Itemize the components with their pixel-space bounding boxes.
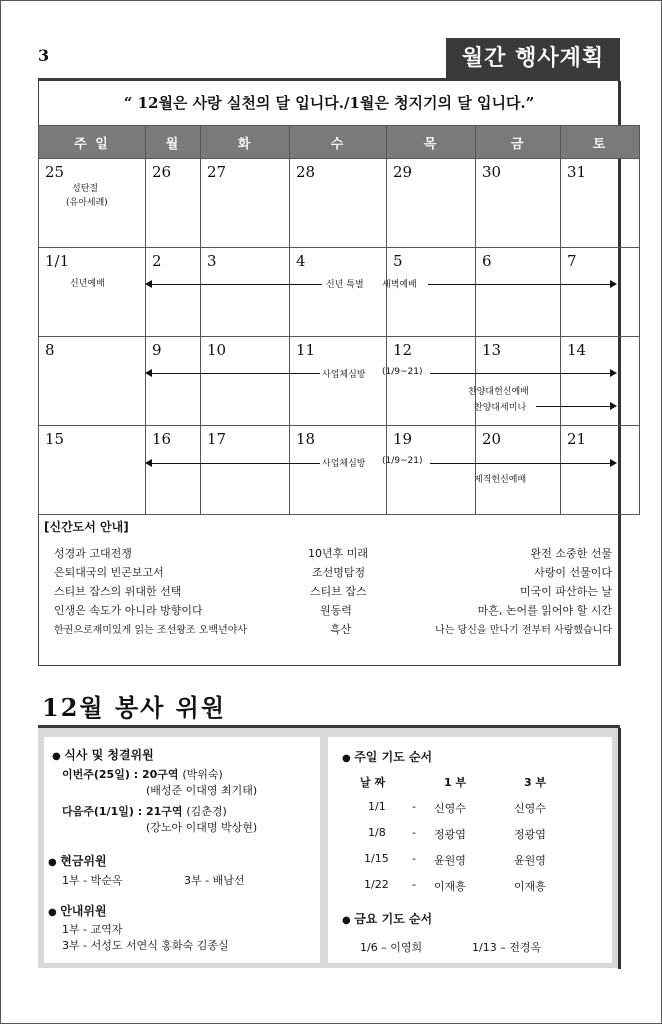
meal-this-week-members: (배성준 이대영 최기태) bbox=[146, 784, 258, 797]
event-business-visit: 사업체심방 bbox=[322, 459, 366, 469]
bullet-icon: ● bbox=[48, 857, 61, 868]
week-row bbox=[39, 426, 640, 515]
arrow-right-head bbox=[610, 280, 617, 288]
day-number: 6 bbox=[482, 252, 492, 270]
day-number: 28 bbox=[296, 163, 316, 181]
arrow-line bbox=[430, 463, 610, 464]
meal-next-week-members: (강노아 이대명 박상현) bbox=[146, 821, 258, 834]
day-cell bbox=[561, 337, 640, 426]
day-number: 14 bbox=[567, 341, 587, 359]
right-panel bbox=[328, 737, 612, 963]
day-cell bbox=[561, 248, 640, 337]
day-cell bbox=[201, 426, 290, 515]
sunday-prayer-heading bbox=[342, 748, 432, 765]
day-number: 30 bbox=[482, 163, 502, 181]
prayer-row-dash: - bbox=[412, 800, 416, 813]
arrow-right-head bbox=[610, 459, 617, 467]
prayer-row-third: 이재흥 bbox=[514, 880, 546, 893]
day-number: 3 bbox=[207, 252, 217, 270]
day-number: 25 bbox=[45, 163, 65, 181]
day-cell bbox=[387, 159, 476, 248]
day-number: 31 bbox=[567, 163, 587, 181]
day-cell bbox=[290, 337, 387, 426]
day-cell bbox=[146, 337, 201, 426]
weekday-header-row bbox=[39, 126, 640, 159]
prayer-row-date: 1/15 bbox=[364, 852, 389, 865]
book-item: 마흔, 논어를 읽어야 할 시간 bbox=[477, 604, 612, 617]
weekday-header: 화 bbox=[201, 126, 290, 159]
day-number: 11 bbox=[296, 341, 316, 359]
offering-first: 1부 - 박순옥 bbox=[62, 874, 123, 887]
event-infant-baptism: (유아세례) bbox=[66, 198, 108, 208]
book-item: 10년후 미래 bbox=[308, 547, 368, 560]
weekday-header: 수 bbox=[290, 126, 387, 159]
day-cell bbox=[146, 159, 201, 248]
day-cell bbox=[39, 248, 146, 337]
arrow-line bbox=[150, 284, 322, 285]
day-number: 2 bbox=[152, 252, 162, 270]
day-number: 1/1 bbox=[45, 252, 70, 270]
prayer-row-date: 1/22 bbox=[364, 878, 389, 891]
day-number: 16 bbox=[152, 430, 172, 448]
prayer-row-date: 1/8 bbox=[368, 826, 386, 839]
day-cell bbox=[387, 426, 476, 515]
day-number: 27 bbox=[207, 163, 227, 181]
event-business-visit: 사업체심방 bbox=[322, 370, 366, 380]
prayer-row-first: 이재흥 bbox=[434, 880, 466, 893]
service-title: 12월 봉사 위원 bbox=[42, 693, 227, 722]
monthly-motto: “ 12월은 사랑 실천의 달 입니다./1월은 청지기의 달 입니다.” bbox=[123, 94, 535, 112]
prayer-row-first: 정광엽 bbox=[434, 828, 466, 841]
bullet-icon: ● bbox=[52, 751, 65, 762]
day-cell bbox=[146, 248, 201, 337]
day-cell bbox=[387, 248, 476, 337]
event-business-visit-dates: (1/9~21) bbox=[382, 456, 423, 466]
usher-heading-text: 안내위원 bbox=[60, 904, 107, 918]
friday-prayer-entry: 1/6 – 이영희 bbox=[360, 941, 423, 954]
book-item: 완전 소중한 선물 bbox=[530, 547, 612, 560]
week-row bbox=[39, 337, 640, 426]
day-number: 12 bbox=[393, 341, 413, 359]
book-item: 인생은 속도가 아니라 방향이다 bbox=[54, 604, 203, 617]
weekday-header: 토 bbox=[561, 126, 640, 159]
week-row bbox=[39, 248, 640, 337]
book-item: 나는 당신을 만나기 전부터 사랑했습니다 bbox=[435, 625, 612, 636]
arrow-right-head bbox=[610, 402, 617, 410]
day-number: 9 bbox=[152, 341, 162, 359]
day-number: 21 bbox=[567, 430, 587, 448]
prayer-row-dash: - bbox=[412, 878, 416, 891]
meal-heading-text: 식사 및 청결위원 bbox=[64, 748, 154, 762]
event-christmas: 성탄절 bbox=[72, 184, 99, 194]
prayer-row-first: 신영수 bbox=[434, 802, 466, 815]
meal-next-week-area: 21구역 bbox=[145, 805, 183, 818]
weekday-header: 주 일 bbox=[39, 126, 146, 159]
book-item: 스티브 잡스 bbox=[310, 585, 367, 598]
bullet-icon: ● bbox=[48, 907, 61, 918]
day-cell bbox=[146, 426, 201, 515]
day-cell bbox=[476, 159, 561, 248]
day-number: 10 bbox=[207, 341, 227, 359]
usher-third: 3부 - 서성도 서연식 홍화숙 김종실 bbox=[62, 939, 229, 952]
weekday-header: 월 bbox=[146, 126, 201, 159]
day-cell bbox=[561, 159, 640, 248]
arrow-line bbox=[536, 406, 610, 407]
weekday-header: 금 bbox=[476, 126, 561, 159]
day-cell bbox=[476, 426, 561, 515]
day-cell bbox=[290, 159, 387, 248]
prayer-col-date: 날 짜 bbox=[360, 776, 386, 789]
day-number: 19 bbox=[393, 430, 413, 448]
usher-first: 1부 - 교역자 bbox=[62, 923, 123, 936]
sunday-prayer-heading-text: 주일 기도 순서 bbox=[354, 750, 433, 764]
day-cell bbox=[561, 426, 640, 515]
event-new-year-service: 신년예배 bbox=[70, 279, 105, 289]
day-number: 5 bbox=[393, 252, 403, 270]
day-cell bbox=[290, 248, 387, 337]
bullet-icon: ● bbox=[342, 753, 355, 764]
event-choir-seminar: 찬양대세미나 bbox=[474, 403, 527, 413]
arrow-line bbox=[150, 463, 320, 464]
day-cell bbox=[201, 337, 290, 426]
usher-heading bbox=[48, 902, 107, 919]
book-item: 흑산 bbox=[330, 623, 352, 636]
day-cell bbox=[39, 337, 146, 426]
book-item: 원동력 bbox=[320, 604, 352, 617]
meal-this-week-area: 20구역 bbox=[141, 768, 179, 781]
event-dawn-service: 새벽예배 bbox=[382, 280, 417, 290]
day-number: 26 bbox=[152, 163, 172, 181]
meal-next-week bbox=[62, 803, 227, 819]
prayer-row-third: 신영수 bbox=[514, 802, 546, 815]
arrow-line bbox=[428, 284, 610, 285]
friday-prayer-heading-text: 금요 기도 순서 bbox=[354, 912, 433, 926]
meal-this-week bbox=[62, 766, 223, 782]
book-item: 미국이 파산하는 날 bbox=[519, 585, 612, 598]
service-shadow bbox=[618, 728, 621, 969]
day-number: 17 bbox=[207, 430, 227, 448]
event-choir-service: 찬양대헌신예배 bbox=[468, 387, 529, 397]
meal-this-week-leader: (박위숙) bbox=[182, 768, 223, 781]
prayer-row-first: 윤원영 bbox=[434, 854, 466, 867]
prayer-row-third: 윤원영 bbox=[514, 854, 546, 867]
event-staff-service: 제직헌신예배 bbox=[474, 475, 527, 485]
day-number: 4 bbox=[296, 252, 306, 270]
prayer-row-dash: - bbox=[412, 826, 416, 839]
prayer-row-dash: - bbox=[412, 852, 416, 865]
offering-third: 3부 - 배남선 bbox=[184, 874, 245, 887]
day-number: 13 bbox=[482, 341, 502, 359]
book-item: 성경과 고대전쟁 bbox=[54, 547, 132, 560]
day-number: 15 bbox=[45, 430, 65, 448]
weekday-header: 목 bbox=[387, 126, 476, 159]
week-row bbox=[39, 159, 640, 248]
arrow-line bbox=[150, 373, 320, 374]
meal-this-week-label: 이번주(25일) : bbox=[62, 768, 139, 781]
prayer-col-first: 1 부 bbox=[444, 776, 467, 789]
event-new-year-special: 신년 특별 bbox=[326, 280, 364, 290]
arrow-right-head bbox=[610, 369, 617, 377]
arrow-line bbox=[430, 373, 610, 374]
page-number: 3 bbox=[38, 46, 50, 65]
friday-prayer-heading bbox=[342, 910, 432, 927]
offering-heading bbox=[48, 852, 107, 869]
offering-heading-text: 현금위원 bbox=[60, 854, 107, 868]
friday-prayer-entry: 1/13 – 전경옥 bbox=[472, 941, 542, 954]
day-number: 7 bbox=[567, 252, 577, 270]
prayer-row-date: 1/1 bbox=[368, 800, 386, 813]
meal-next-week-label: 다음주(1/1일) : bbox=[62, 805, 143, 818]
meal-next-week-leader: (김춘경) bbox=[186, 805, 227, 818]
day-cell bbox=[201, 248, 290, 337]
book-item: 스티브 잡스의 위대한 선택 bbox=[54, 585, 182, 598]
day-number: 20 bbox=[482, 430, 502, 448]
prayer-col-third: 3 부 bbox=[524, 776, 547, 789]
book-item: 은퇴대국의 빈곤보고서 bbox=[54, 566, 164, 579]
day-number: 8 bbox=[45, 341, 55, 359]
book-item: 조선명탐정 bbox=[312, 566, 366, 579]
day-number: 29 bbox=[393, 163, 413, 181]
day-cell bbox=[290, 426, 387, 515]
day-cell bbox=[39, 426, 146, 515]
day-cell bbox=[387, 337, 476, 426]
book-item: 한권으로재미있게 읽는 조선왕조 오백년야사 bbox=[54, 625, 248, 636]
meal-heading bbox=[52, 746, 154, 763]
prayer-row-third: 정광엽 bbox=[514, 828, 546, 841]
books-title: [신간도서 안내] bbox=[44, 520, 129, 534]
book-item: 사랑이 선물이다 bbox=[534, 566, 612, 579]
bullet-icon: ● bbox=[342, 915, 355, 926]
day-cell bbox=[476, 248, 561, 337]
header-title: 월간 행사계획 bbox=[446, 38, 620, 78]
day-cell bbox=[201, 159, 290, 248]
day-number: 18 bbox=[296, 430, 316, 448]
event-business-visit-dates: (1/9~21) bbox=[382, 367, 423, 377]
